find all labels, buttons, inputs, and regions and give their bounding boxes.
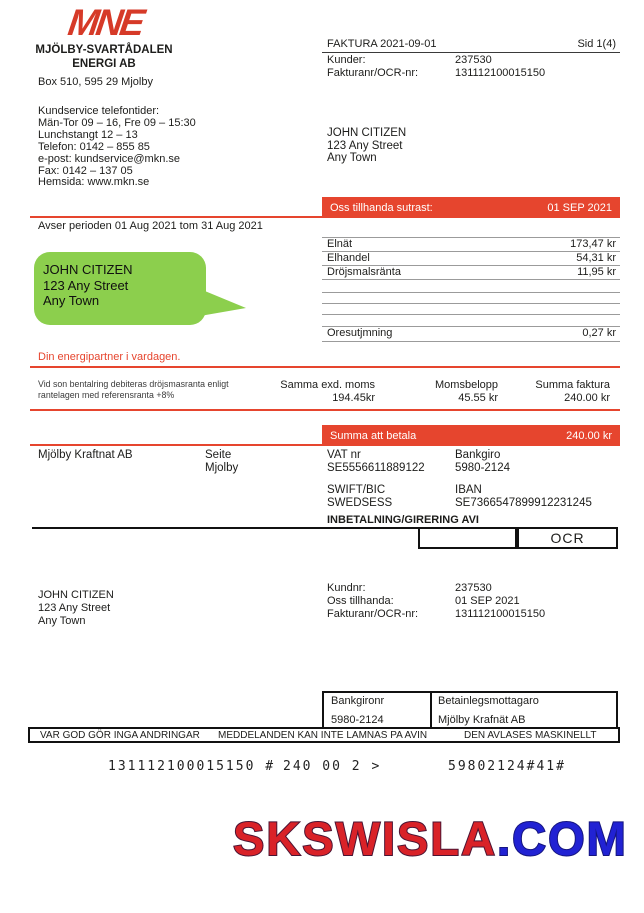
swift-value: SWEDSESS [327, 496, 393, 509]
charge-amount: 54,31 kr [576, 252, 616, 264]
red-divider-2 [30, 409, 620, 411]
invoice-total [500, 379, 610, 404]
slip-recipient-address [38, 589, 114, 628]
amount-due-label: Summa att betala [330, 429, 417, 442]
vat-amount-value: 45.55 kr [458, 391, 498, 404]
black-rule [32, 527, 418, 529]
company-po-box: Box 510, 595 29 Mjolby [38, 76, 153, 88]
interest-note-line2: rantelagen med referensranta +8% [38, 389, 175, 400]
due-date-value: 01 SEP 2021 [547, 201, 612, 214]
customer-number-value: 237530 [455, 54, 492, 66]
contact-lunch: Lunchstangt 12 – 13 [38, 128, 138, 141]
site-value: Mjolby [205, 461, 239, 474]
charges-table [322, 237, 620, 342]
contact-phone: Telefon: 0142 – 855 85 [38, 140, 150, 153]
vat-number-value: SE5556611889122 [327, 461, 425, 474]
vat-amount [390, 379, 498, 404]
watermark [233, 808, 633, 868]
recipient-street: 123 Any Street [327, 139, 403, 152]
payee-col-value: Mjölby Krafnät AB [438, 714, 526, 726]
notice-left: VAR GOD GÖR INGA ANDRINGAR [40, 729, 200, 741]
slip-recipient-city: Any Town [38, 615, 86, 627]
tagline: Din energipartner i vardagen. [38, 351, 181, 363]
invoice-number-value: 131112100015150 [455, 67, 546, 79]
site-label: Seite [205, 449, 232, 461]
bubble-address [34, 252, 206, 309]
ocr-box: OCR [517, 527, 618, 549]
charge-row-drojsmalsranta [322, 266, 620, 280]
address-speech-bubble [34, 252, 206, 325]
slip-recipient-street: 123 Any Street [38, 602, 111, 614]
swift-block [327, 484, 392, 509]
charge-row-elnat [322, 238, 620, 252]
contact-website: Hemsida: www.mkn.se [38, 176, 150, 189]
total-excl-vat [263, 379, 375, 404]
machine-ocr-reference: 131112100015150 # [108, 759, 276, 774]
avi-heading: INBETALNING/GIRERING AVI [327, 514, 479, 526]
amount-due-value: 240.00 kr [566, 429, 612, 442]
charge-label: Elhandel [327, 252, 370, 264]
iban-value: SE7366547899912231245 [455, 496, 592, 509]
page-number: Sid 1(4) [577, 38, 616, 50]
slip-due-value: 01 SEP 2021 [455, 595, 520, 607]
speech-bubble-tail [200, 286, 246, 320]
invoice-number-label: Fakturanr/OCR-nr: [327, 67, 419, 79]
iban-label: IBAN [455, 484, 482, 496]
customer-number-label: Kunder: [327, 54, 366, 66]
company-name-line1: MJÖLBY-SVARTÅDALEN [35, 44, 173, 56]
charge-spacer [322, 315, 620, 326]
recipient-name: JOHN CITIZEN [327, 127, 407, 139]
site-block [205, 449, 238, 474]
charge-row-empty [322, 280, 620, 293]
bankgiro-label: Bankgiro [455, 449, 501, 461]
bankgiro-block [455, 449, 510, 474]
charge-amount: 173,47 kr [570, 238, 616, 250]
company-contact-block [38, 106, 196, 189]
invoice-total-value: 240.00 kr [564, 391, 610, 404]
billing-period: Avser perioden 01 Aug 2021 tom 31 Aug 2021 [38, 220, 263, 232]
vat-number-block [327, 449, 425, 474]
amount-box-empty [418, 527, 517, 549]
slip-recipient-name: JOHN CITIZEN [38, 589, 114, 601]
slip-due-label: Oss tillhanda: [327, 595, 394, 607]
iban-block [455, 484, 592, 509]
invoice-total-label: Summa faktura [535, 379, 610, 391]
grid-company-name: Mjölby Kraftnat AB [38, 449, 133, 461]
notice-right: DEN AVLASES MASKINELLT [464, 729, 597, 741]
vat-number-label: VAT nr [327, 449, 361, 461]
watermark-tld: .COM [497, 811, 628, 865]
contact-fax: Fax: 0142 – 137 05 [38, 164, 133, 177]
total-excl-vat-value: 194.45kr [332, 391, 375, 404]
invoice-title: FAKTURA 2021-09-01 [327, 38, 437, 50]
charge-row-empty [322, 293, 620, 304]
payee-col-header: Betainlegsmottagaro [438, 695, 539, 707]
red-rule-under-banner [30, 216, 322, 218]
slip-invoiceno-label: Fakturanr/OCR-nr: [327, 608, 419, 620]
invoice-header [322, 38, 620, 53]
bankgiro-table [322, 691, 618, 729]
bankgiro-table-divider [430, 693, 432, 727]
machine-ocr-amount: 240 00 2 > [283, 759, 382, 774]
charge-row-rounding [322, 326, 620, 342]
charge-label: Elnät [327, 238, 353, 250]
recipient-address [327, 127, 406, 165]
contact-hours: Män-Tor 09 – 16, Fre 09 – 15:30 [38, 116, 196, 129]
due-date-label: Oss tillhanda sutrast: [330, 201, 433, 214]
contact-email: e-post: kundservice@mkn.se [38, 152, 181, 165]
bubble-street: 123 Any Street [43, 277, 129, 293]
bankgiro-col-value: 5980-2124 [331, 714, 384, 726]
recipient-city: Any Town [327, 152, 377, 165]
company-logo: MNE [65, 2, 145, 43]
interest-note [38, 379, 229, 400]
total-excl-vat-label: Samma exd. moms [280, 379, 375, 391]
charge-label: Dröjsmalsränta [327, 266, 401, 278]
company-name-line2: ENERGI AB [72, 58, 136, 70]
swift-label: SWIFT/BIC [327, 484, 386, 496]
red-rule-under-banner-2 [30, 444, 322, 446]
notice-middle: MEDDELANDEN KAN INTE LAMNAS PA AVIN [218, 729, 428, 741]
red-divider-1 [30, 366, 620, 368]
charge-label: Oresutjmning [327, 327, 393, 339]
bankgiro-col-header: Bankgironr [331, 695, 385, 707]
slip-customer-value: 237530 [455, 582, 492, 594]
vat-amount-label: Momsbelopp [435, 379, 498, 391]
machine-ocr-account: 59802124#41# [448, 759, 566, 774]
bubble-name: JOHN CITIZEN [43, 262, 133, 277]
watermark-brand: SKSWISLA [233, 811, 498, 865]
contact-heading: Kundservice telefontider: [38, 105, 160, 117]
interest-note-line1: Vid son bentalring debiteras dröjsmasranta enligt [38, 379, 229, 389]
charge-amount: 11,95 kr [577, 266, 616, 278]
bankgiro-value: 5980-2124 [455, 461, 510, 474]
charge-amount: 0,27 kr [582, 327, 616, 339]
bubble-city: Any Town [43, 293, 100, 308]
slip-customer-label: Kundnr: [327, 582, 366, 594]
charge-row-elhandel [322, 252, 620, 266]
due-date-banner [322, 197, 620, 218]
machine-notice-bar [28, 727, 620, 743]
slip-invoiceno-value: 131112100015150 [455, 608, 546, 620]
amount-due-banner [322, 425, 620, 446]
charge-row-empty [322, 304, 620, 315]
